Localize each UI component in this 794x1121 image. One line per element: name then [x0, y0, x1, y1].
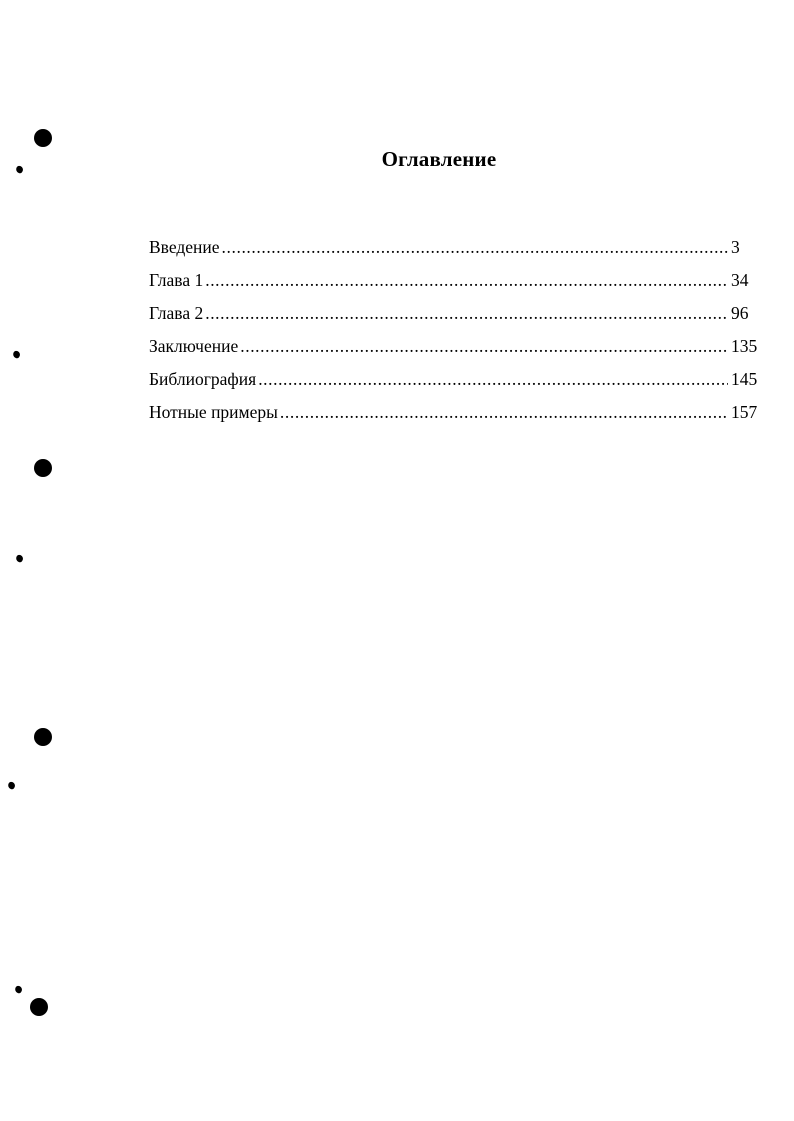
punch-hole: [34, 129, 52, 147]
toc-entry-label: Заключение: [149, 336, 239, 356]
toc-entry: [149, 368, 761, 401]
toc-entry-page: 96: [731, 303, 749, 323]
toc-entry-label: Введение: [149, 237, 220, 257]
toc-entry-page: 145: [731, 369, 758, 389]
toc-entry-label: Библиография: [149, 369, 257, 389]
toc-entry-page: 3: [731, 237, 740, 257]
toc-entry-page: 157: [731, 402, 758, 422]
toc-entry: [149, 335, 761, 368]
scan-speck: [12, 350, 21, 359]
toc-entry-label: Глава 2: [149, 303, 204, 323]
toc-leader-dots: [240, 335, 728, 357]
toc-entry: [149, 269, 761, 302]
toc-leader-dots: [280, 401, 728, 423]
scan-speck: [7, 781, 16, 790]
toc-entry-page: 135: [731, 336, 758, 356]
punch-hole: [30, 998, 48, 1016]
toc-entry-page: 34: [731, 270, 749, 290]
toc-leader-dots: [222, 236, 728, 258]
toc-leader-dots: [258, 368, 728, 390]
toc-entry-label: Нотные примеры: [149, 402, 278, 422]
punch-hole: [34, 459, 52, 477]
table-of-contents: [149, 236, 761, 434]
scan-speck: [14, 985, 23, 994]
toc-leader-dots: [205, 302, 728, 324]
scan-speck: [15, 554, 24, 563]
toc-leader-dots: [205, 269, 728, 291]
toc-entry: [149, 302, 761, 335]
page-title: Оглавление: [381, 147, 497, 171]
toc-entry-label: Глава 1: [149, 270, 204, 290]
toc-entry: [149, 236, 761, 269]
punch-hole: [34, 728, 52, 746]
toc-entry: [149, 401, 761, 434]
